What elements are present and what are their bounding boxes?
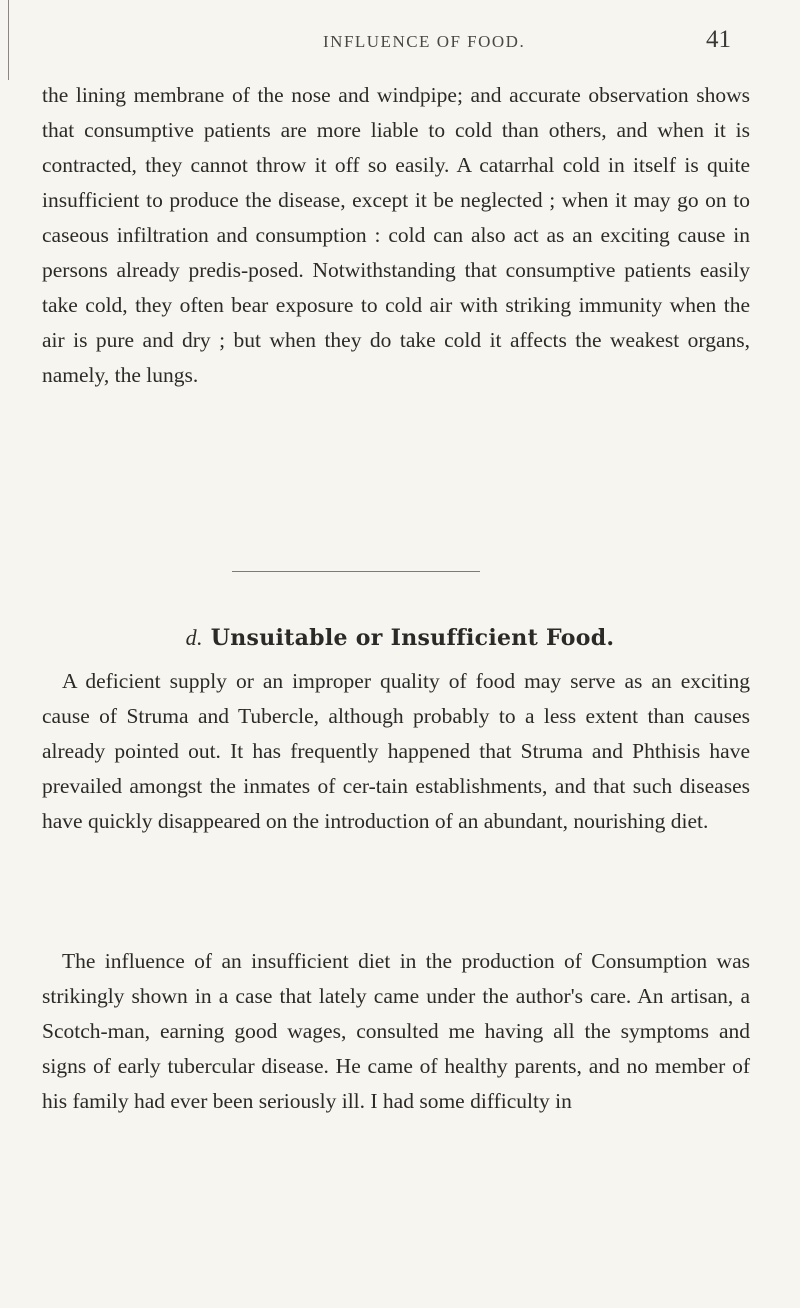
running-head: INFLUENCE OF FOOD. — [323, 32, 526, 51]
section-title-text: Unsuitable or Insufficient Food. — [210, 625, 615, 651]
section-letter: d. — [185, 625, 203, 650]
paragraph-deficient-supply: A deficient supply or an improper quality of food may serve as an exciting cause of Struma and Tubercle, although probably to a less extent than causes already pointed out. It has frequently happened that Struma and Phthisis have prevailed amongst the inmates of cer-tain establishments, and that such diseases have quickly disappeared on the introduction of an abundant, nourishing diet. — [42, 669, 750, 833]
page-number: 41 — [706, 26, 731, 53]
page-edge-line — [8, 0, 9, 80]
section-heading — [0, 625, 800, 651]
page-header — [40, 28, 760, 68]
section-divider — [232, 571, 480, 572]
paragraph-continuation: the lining membrane of the nose and windpipe; and accurate observation shows that consumptive patients are more liable to cold than others, and when it is contracted, they cannot throw it off so easily. A catarrhal cold in itself is quite insufficient to produce the disease, except it be neglected ; when it may go on to caseous infiltration and consumption : cold can also act as an exciting cause in persons already predis-posed. Notwithstanding that consumptive patients easily take cold, they often bear exposure to cold air with striking immunity when the air is pure and dry ; but when they do take cold it affects the weakest organs, namely, the lungs. — [42, 83, 750, 387]
paragraph-influence-of-diet: The influence of an insufficient diet in the production of Consumption was strikingly shown in a case that lately came under the author's care. An artisan, a Scotch-man, earning good wages, consulted me having all the symptoms and signs of early tubercular disease. He came of healthy parents, and no member of his family had ever been seriously ill. I had some difficulty in — [42, 949, 750, 1113]
